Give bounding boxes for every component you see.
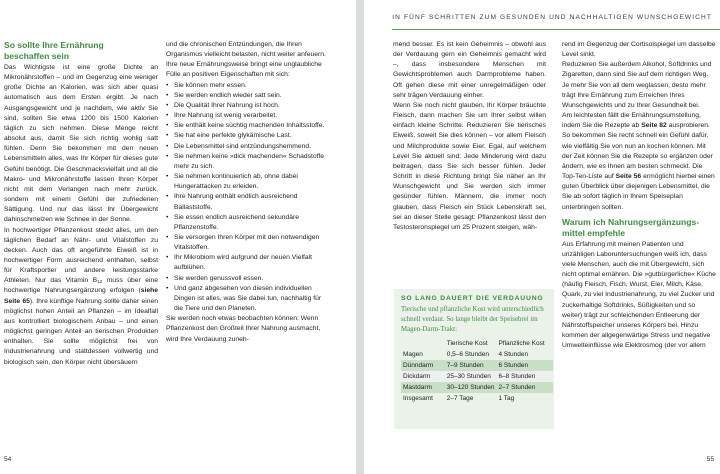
header-rule	[392, 29, 720, 30]
paragraph: Das Wichtigste ist eine große Dichte an Mikronährstoffen – und im Gegenzug eine weniger große Dichte an Kalorien, was sich aber quasi automatisch aus dem Ersten ergibt. Je nach Ausgangsgewicht und je nachdem, wie aktiv Sie sind, sollten Sie etwa 1200 bis 1500 Kalorien täglich zu sich nehmen. Diese Menge reicht absolut aus, damit Sie sich richtig wohlig satt fühlen. Denn Sie bekommen mit den neuen Lebensmitteln alles, was Ihr Körper für dieses gute Gefühl benötigt. Die Geschmacksvielfalt und all die Makro- und Mikronährstoffe lassen Ihren Körper nicht mit dem Verlangen nach mehr zurück, sondern mit einem Gefühl der zufriedenen Sättigung. Und nur das lässt Ihr Übergewicht dahinschmelzen wie Schnee in der Sonne.	[4, 64, 158, 224]
benefit-item: • Sie versorgen Ihren Körper mit den notwendigen Vitalstoffen.	[166, 233, 328, 253]
table-header-plant: Pflanzliche Kost	[498, 340, 545, 348]
digestion-info-box	[394, 289, 554, 429]
section-heading: Warum ich Nahrungsergänzungs- mittel empfehle	[562, 216, 700, 238]
table-cell-plant: 6 Stunden	[496, 360, 553, 371]
benefit-item: • Ihr Mikrobiom wird aufgrund der neuen Vielfalt aufblühen.	[166, 253, 328, 273]
table-row	[401, 371, 553, 382]
benefit-item: • Sie enthält keine süchtig machenden Inhaltsstoffe.	[166, 121, 328, 131]
paragraph: Am leichtesten fällt die Ernährungsumstellung, indem Sie die Rezepte ab Seite 82 ausprobieren. So bekommen Sie recht schnell ein Gefühl dafür, wie vielfältig Sie von nun an kochen können. Mit der Zeit können Sie die Rezepte so ergänzen oder ändern, wie es Ihnen am besten schmeckt. Die Top-Ten-Liste auf Seite 56 ermöglicht hierbei einen guten Überblick über diejenigen Lebensmittel, die Sie ab sofort täglich in Ihrem Speiseplan unterbringen sollten.	[562, 112, 715, 211]
page-number-left: 54	[4, 456, 12, 463]
digestion-table	[401, 339, 553, 404]
benefit-item: • Sie hat eine perfekte glykämische Last.	[166, 131, 328, 141]
right-column-2	[562, 40, 717, 351]
benefit-item: • Sie werden genussvoll essen.	[166, 274, 328, 284]
left-column-1	[4, 40, 158, 368]
paragraph: mend besser. Es ist kein Geheimnis – obwohl aus der Verdauung gern ein Geheimnis gemacht wird –, dass insbesondere Menschen mit Gewichtsproblemen auch Darmprobleme haben. Oft gehen diese mit einer unregelmäßigen oder sehr trägen Verdauung einher.	[393, 41, 546, 99]
table-cell-plant: 6–8 Stunden	[498, 372, 536, 380]
benefits-list	[166, 81, 328, 315]
table-row	[401, 360, 553, 371]
paragraph: Aus Erfahrung mit meinen Patienten und unzähligen Laboruntersuchungen weiß ich, dass viele Menschen, auch die mit Übergewicht, sich nicht optimal ernähren. Die »gutbürgerliche« Küche (häufig Fleisch, Fisch, Wurst, Eier, Milch, Käse, Quark, zu viel Industrienahrung, zu viel Zucker und zuckerhaltige Softdrinks, Süßigkeiten und so weiter) trägt zur schleichenden Entleerung der Nährstoffspeicher unseres Körpers bei. Hinzu kommen der allgegenwärtige Stress und negative Umwelteinflüsse wie Elektrosmog (der vor allem	[562, 240, 716, 350]
table-cell-animal: 25–30 Stunden	[446, 372, 491, 380]
box-intro: Tierische und pflanzliche Kost wird unterschiedlich schnell verdaut. So lange bleibt der Speisebrei im Magen-Darm-Trakt:	[401, 306, 544, 334]
table-cell-plant: 4 Stunden	[498, 350, 529, 358]
paragraph: Wenn Sie noch nicht glauben, Ihr Körper bräuchte Fleisch, dann machen Sie um Ihrer selbst willen einfach kleine Schritte. Reduzieren Sie tierisches Eiweiß, soweit Sie dies können – vor allem Fleisch und Milchprodukte sowie Eier. Egal, auf welchem Level Sie aktuell sind: Jede Minderung wird dazu beitragen, dass Sie sich besser fühlen. Jeder Schritt in diese Richtung bringt Sie näher an Ihr Wunschgewicht und Sie werden sich immer gesünder fühlen. Männern, die immer noch glauben, dass Fleisch ein Stück Lebenskraft sei, sei an dieser Stelle gesagt: Pflanzenkost lässt den Testosteronspiegel um 25 Prozent steigen, wäh-	[393, 101, 546, 231]
table-cell-animal: 7–9 Stunden	[445, 360, 497, 371]
table-header-animal: Tierische Kost	[446, 340, 488, 348]
table-cell-animal: 30–120 Stunden	[445, 382, 497, 393]
benefit-item: • Die Qualität Ihrer Nahrung ist hoch.	[166, 101, 328, 111]
table-cell-organ: Dickdarm	[403, 372, 431, 380]
benefit-item: • Sie nehmen keine »dick machenden« Schadstoffe mehr zu sich.	[166, 152, 328, 172]
right-column-1	[393, 40, 546, 233]
left-column-2	[166, 40, 328, 345]
right-page	[364, 0, 720, 474]
box-title: SO LANG DAUERT DIE VERDAUUNG	[401, 295, 544, 302]
left-page	[0, 0, 356, 474]
benefit-item: • Sie essen endlich ausreichend sekundäre Pflanzenstoffe.	[166, 213, 328, 233]
table-cell-plant: 1 Tag	[498, 394, 515, 402]
book-gutter	[356, 0, 364, 474]
benefit-item: • Ihre Nahrung enthält endlich ausreichend Ballaststoffe.	[166, 192, 328, 212]
table-row	[401, 393, 553, 404]
benefit-item: • Sie werden endlich wieder satt sein.	[166, 91, 328, 101]
table-header-organ	[401, 339, 445, 349]
benefit-item: • Ihre Nahrung ist wenig verarbeitet.	[166, 111, 328, 121]
table-cell-animal: 0,5–6 Stunden	[446, 350, 490, 358]
table-cell-animal: 2–7 Tage	[446, 394, 474, 402]
running-head: IN FÜNF SCHRITTEN ZUM GESUNDEN UND NACHHALTIGEN WUNSCHGEWICHT	[392, 14, 712, 21]
benefit-item: • Die Lebensmittel sind entzündungshemmend.	[166, 142, 328, 152]
paragraph: Sie werden noch etwas beobachten können: Wenn Pflanzenkost den Großteil Ihrer Nahrung ausmacht, wird Ihre Verdauung zuneh-	[166, 315, 321, 343]
paragraph: In hochwertiger Pflanzenkost steckt alles, um den täglichen Bedarf an Nähr- und Vitalstoffen zu decken. Auch das oft angeführte Eiweiß ist in hochwertiger Form ausreichend enthalten, selbst für Kraftsportler und andere leistungsstarke Athleten. Nur das Vitamin $B_{12}$ muss über eine hochwertige Nahrungsergänzung erfolgen (siehe Seite 65). Ihre künftige Nahrung sollte daher einen möglichst hohen Anteil an Pflanzen – im Idealfall aus kontrolliert biologischem Anbau – und einen möglichst geringen Anteil an tierischen Produkten enthalten. Sie sollte möglichst frei von Industrienahrung und stattdessen vollwertig und biologisch sein, den Körper nicht übersäuern	[4, 226, 158, 366]
page-number-right: 55	[706, 456, 714, 463]
table-cell-organ: Dünndarm	[401, 360, 445, 371]
benefit-item: • Und ganz abgesehen von diesen individuellen Dingen ist alles, was Sie dabei tun, nachhaltig für die Tiere und den Planeten.	[166, 284, 328, 314]
paragraph: Reduzieren Sie außerdem Alkohol, Softdrinks und Zigaretten, dann sind Sie auf dem richtigen Weg. Je mehr Sie von all dem weglassen, desto mehr trägt Ihre Ernährung zum Erreichen Ihres Wunschgewichts und zu Ihrer Gesundheit bei.	[562, 61, 712, 109]
table-row	[401, 382, 553, 393]
page-reference: Seite 82	[641, 122, 667, 130]
table-cell-organ: Magen	[403, 350, 423, 358]
benefit-item: • Sie nehmen kontinuierlich ab, ohne dabei Hungerattacken zu erleiden.	[166, 172, 328, 192]
page-reference: siehe Seite 65	[4, 287, 158, 305]
benefit-item: • Sie können mehr essen.	[166, 81, 328, 91]
paragraph: und die chronischen Entzündungen, die Ihren Organismus vielleicht belasten, nicht weiter anfeuern.	[166, 41, 326, 59]
table-row	[401, 349, 553, 360]
table-cell-plant: 2–7 Stunden	[496, 382, 553, 393]
table-cell-organ: Mastdarm	[401, 382, 445, 393]
page-reference: Seite 56	[615, 173, 642, 181]
paragraph: rend im Gegenzug der Cortisolspiegel um dasselbe Level sinkt.	[562, 41, 716, 59]
paragraph: Ihre neue Ernährungsweise bringt eine unglaubliche Fülle an positiven Eigenschaften mit sich:	[166, 61, 322, 79]
section-heading: So sollte Ihre Ernährung beschaffen sein	[4, 40, 104, 61]
table-cell-organ: Insgesamt	[403, 394, 433, 402]
